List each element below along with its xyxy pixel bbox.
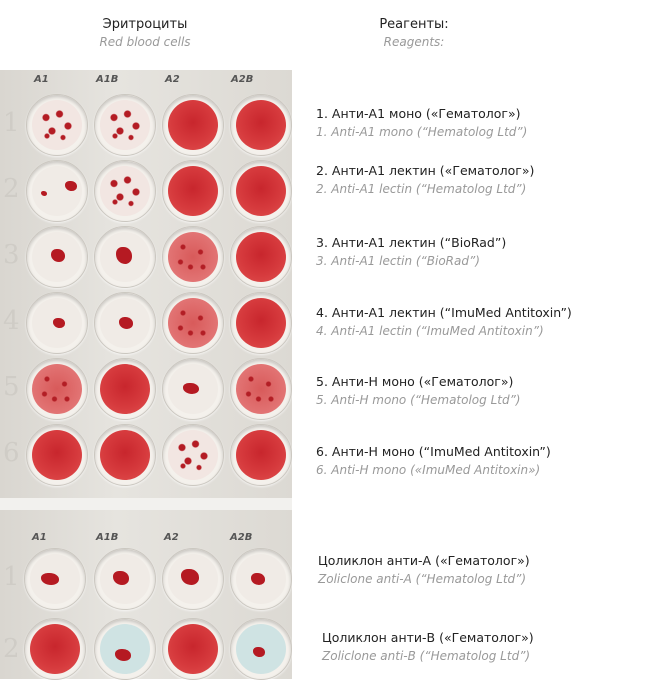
reagent-name-ru: 3. Анти-А1 лектин (“BioRad”) bbox=[316, 235, 507, 250]
well bbox=[162, 226, 224, 288]
well bbox=[230, 358, 292, 420]
reagent-name-en: 4. Anti-A1 lectin (“ImuMed Antitoxin”) bbox=[316, 324, 544, 338]
well bbox=[26, 292, 88, 354]
rbc-header-ru: Эритроциты bbox=[102, 17, 188, 32]
reagent-name-en: 2. Anti-A1 lectin (“Hematolog Ltd”) bbox=[316, 182, 527, 196]
column-label: A2 bbox=[165, 74, 180, 85]
reagent-label bbox=[316, 374, 521, 407]
row-number: 1 bbox=[3, 108, 20, 138]
reagent-name-en: Zoliclone anti-B (“Hematolog Ltd”) bbox=[322, 649, 531, 663]
reagent-name-ru: 4. Анти-А1 лектин (“ImuMed Antitoxin”) bbox=[316, 305, 572, 320]
well bbox=[26, 226, 88, 288]
row-number: 5 bbox=[3, 372, 20, 402]
plate-divider bbox=[0, 498, 292, 510]
column-label: A2B bbox=[230, 532, 253, 543]
reagent-name-en: 1. Anti-A1 mono (“Hematolog Ltd”) bbox=[316, 125, 528, 139]
reagent-name-ru: 1. Анти-А1 моно («Гематолог») bbox=[316, 106, 521, 121]
column-label: A1 bbox=[34, 74, 49, 85]
well bbox=[94, 160, 156, 222]
rbc-header bbox=[85, 17, 205, 49]
reagent-label bbox=[318, 553, 530, 586]
well bbox=[230, 94, 292, 156]
reagents-header-ru: Реагенты: bbox=[379, 17, 449, 32]
test-plate-1 bbox=[0, 70, 292, 498]
well bbox=[162, 358, 224, 420]
well bbox=[24, 548, 86, 610]
row-number: 1 bbox=[3, 562, 20, 592]
column-label: A1B bbox=[96, 532, 119, 543]
well bbox=[26, 160, 88, 222]
well bbox=[230, 548, 292, 610]
well bbox=[162, 618, 224, 680]
well bbox=[162, 548, 224, 610]
reagent-label bbox=[316, 235, 506, 268]
reagent-name-ru: 2. Анти-А1 лектин («Гематолог») bbox=[316, 163, 535, 178]
well bbox=[26, 358, 88, 420]
well bbox=[94, 358, 156, 420]
row-number: 4 bbox=[3, 306, 20, 336]
row-number: 6 bbox=[3, 438, 20, 468]
well bbox=[162, 160, 224, 222]
well bbox=[94, 424, 156, 486]
well bbox=[230, 424, 292, 486]
reagent-name-en: 6. Anti-H mono («ImuMed Antitoxin») bbox=[316, 463, 541, 477]
reagent-name-ru: 6. Анти-Н моно (“ImuMed Antitoxin”) bbox=[316, 444, 551, 459]
reagent-name-ru: Цоликлон анти-А («Гематолог») bbox=[318, 553, 530, 568]
well bbox=[94, 548, 156, 610]
row-number: 3 bbox=[3, 240, 20, 270]
well bbox=[162, 94, 224, 156]
reagent-name-ru: Цоликлон анти-В («Гематолог») bbox=[322, 630, 534, 645]
well bbox=[94, 94, 156, 156]
well bbox=[26, 94, 88, 156]
well bbox=[230, 226, 292, 288]
reagent-name-en: Zoliclone anti-A (“Hematolog Ltd”) bbox=[318, 572, 527, 586]
well bbox=[24, 618, 86, 680]
reagent-label bbox=[316, 163, 534, 196]
reagent-name-en: 5. Anti-H mono (“Hematolog Ltd”) bbox=[316, 393, 521, 407]
reagent-name-en: 3. Anti-A1 lectin (“BioRad”) bbox=[316, 254, 480, 268]
rbc-header-en: Red blood cells bbox=[99, 35, 191, 49]
well bbox=[162, 424, 224, 486]
well bbox=[94, 292, 156, 354]
well bbox=[230, 160, 292, 222]
reagent-name-ru: 5. Анти-Н моно («Гематолог») bbox=[316, 374, 514, 389]
well bbox=[26, 424, 88, 486]
well bbox=[94, 226, 156, 288]
well bbox=[94, 618, 156, 680]
column-label: A1 bbox=[32, 532, 47, 543]
row-number: 2 bbox=[3, 174, 20, 204]
reagent-label bbox=[316, 444, 551, 477]
reagent-label bbox=[322, 630, 534, 663]
well bbox=[230, 292, 292, 354]
reagent-label bbox=[316, 106, 527, 139]
column-label: A2 bbox=[164, 532, 179, 543]
well bbox=[162, 292, 224, 354]
column-label: A2B bbox=[231, 74, 254, 85]
reagents-header-en: Reagents: bbox=[383, 35, 445, 49]
row-number: 2 bbox=[3, 634, 20, 664]
column-label: A1B bbox=[96, 74, 119, 85]
reagents-header bbox=[354, 17, 474, 49]
well bbox=[230, 618, 292, 680]
test-plate-2 bbox=[0, 510, 292, 679]
reagent-label bbox=[316, 305, 572, 338]
